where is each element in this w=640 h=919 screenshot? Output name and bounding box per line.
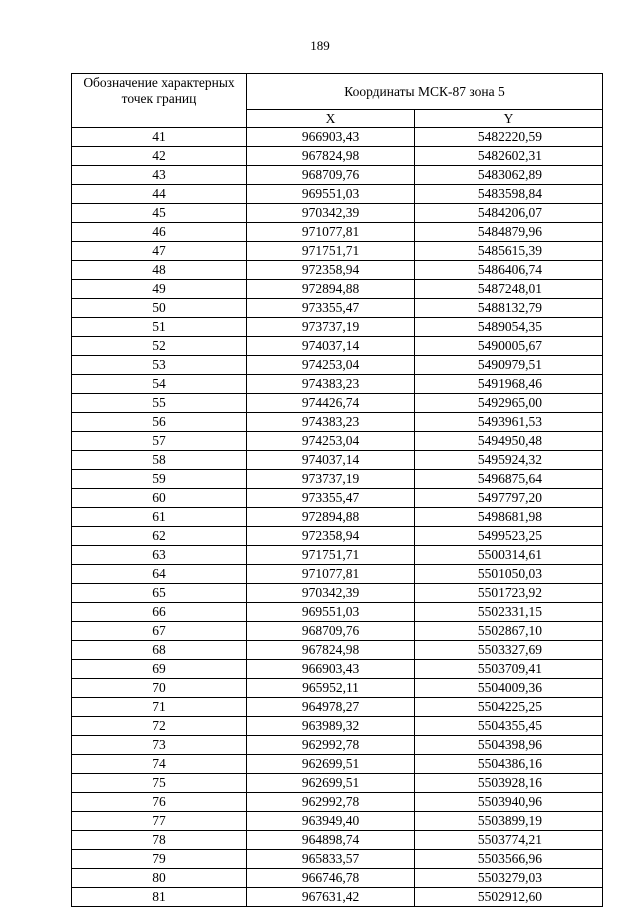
- point-number-cell: 51: [72, 318, 247, 337]
- point-number-cell: 73: [72, 736, 247, 755]
- point-number-cell: 65: [72, 584, 247, 603]
- x-coordinate-cell: 973737,19: [247, 318, 415, 337]
- point-number-cell: 48: [72, 261, 247, 280]
- y-coordinate-cell: 5502867,10: [415, 622, 603, 641]
- point-number-cell: 46: [72, 223, 247, 242]
- point-number-cell: 69: [72, 660, 247, 679]
- y-coordinate-cell: 5484879,96: [415, 223, 603, 242]
- x-coordinate-cell: 962992,78: [247, 793, 415, 812]
- x-coordinate-cell: 963989,32: [247, 717, 415, 736]
- y-coordinate-cell: 5491968,46: [415, 375, 603, 394]
- y-coordinate-cell: 5503774,21: [415, 831, 603, 850]
- point-number-cell: 68: [72, 641, 247, 660]
- x-coordinate-cell: 974253,04: [247, 432, 415, 451]
- table-row: [72, 641, 603, 660]
- table-row: [72, 736, 603, 755]
- point-number-cell: 75: [72, 774, 247, 793]
- table-row: [72, 147, 603, 166]
- x-coordinate-cell: 962992,78: [247, 736, 415, 755]
- y-coordinate-cell: 5487248,01: [415, 280, 603, 299]
- y-coordinate-cell: 5499523,25: [415, 527, 603, 546]
- y-coordinate-cell: 5503279,03: [415, 869, 603, 888]
- y-coordinate-cell: 5488132,79: [415, 299, 603, 318]
- page-number: 189: [310, 38, 330, 53]
- y-coordinate-cell: 5504355,45: [415, 717, 603, 736]
- point-number-cell: 59: [72, 470, 247, 489]
- points-column-header: [72, 74, 247, 128]
- table-row: [72, 204, 603, 223]
- table-row: [72, 128, 603, 147]
- table-row: [72, 565, 603, 584]
- table-row: [72, 660, 603, 679]
- x-coordinate-cell: 964898,74: [247, 831, 415, 850]
- point-number-cell: 57: [72, 432, 247, 451]
- point-number-cell: 67: [72, 622, 247, 641]
- x-coordinate-cell: 973737,19: [247, 470, 415, 489]
- y-coordinate-cell: 5489054,35: [415, 318, 603, 337]
- x-coordinate-cell: 974383,23: [247, 413, 415, 432]
- table-row: [72, 888, 603, 907]
- point-number-cell: 54: [72, 375, 247, 394]
- table-row: [72, 261, 603, 280]
- table-row: [72, 413, 603, 432]
- x-coordinate-cell: 966903,43: [247, 660, 415, 679]
- y-coordinate-cell: 5504386,16: [415, 755, 603, 774]
- y-coordinate-cell: 5497797,20: [415, 489, 603, 508]
- point-number-cell: 44: [72, 185, 247, 204]
- y-coordinate-cell: 5482602,31: [415, 147, 603, 166]
- point-number-cell: 81: [72, 888, 247, 907]
- x-coordinate-cell: 967631,42: [247, 888, 415, 907]
- table-row: [72, 299, 603, 318]
- x-coordinate-cell: 965833,57: [247, 850, 415, 869]
- point-number-cell: 58: [72, 451, 247, 470]
- table-row: [72, 375, 603, 394]
- y-coordinate-cell: 5483598,84: [415, 185, 603, 204]
- coordinates-table: [71, 73, 603, 907]
- table-row: [72, 166, 603, 185]
- point-number-cell: 62: [72, 527, 247, 546]
- y-coordinate-cell: 5502331,15: [415, 603, 603, 622]
- x-coordinate-cell: 968709,76: [247, 166, 415, 185]
- y-coordinate-cell: 5503709,41: [415, 660, 603, 679]
- x-coordinate-cell: 967824,98: [247, 147, 415, 166]
- point-number-cell: 43: [72, 166, 247, 185]
- table-row: [72, 489, 603, 508]
- table-row: [72, 679, 603, 698]
- x-coordinate-cell: 971751,71: [247, 546, 415, 565]
- points-column-header-text: Обозначение характерных точек границ: [83, 75, 235, 106]
- table-row: [72, 812, 603, 831]
- point-number-cell: 79: [72, 850, 247, 869]
- x-coordinate-cell: 964978,27: [247, 698, 415, 717]
- x-coordinate-cell: 970342,39: [247, 204, 415, 223]
- y-coordinate-cell: 5503928,16: [415, 774, 603, 793]
- x-coordinate-cell: 973355,47: [247, 489, 415, 508]
- y-coordinate-cell: 5484206,07: [415, 204, 603, 223]
- point-number-cell: 49: [72, 280, 247, 299]
- table-row: [72, 527, 603, 546]
- x-coordinate-cell: 966746,78: [247, 869, 415, 888]
- y-coordinate-cell: 5503327,69: [415, 641, 603, 660]
- y-coordinate-cell: 5482220,59: [415, 128, 603, 147]
- y-coordinate-cell: 5503566,96: [415, 850, 603, 869]
- x-coordinate-cell: 966903,43: [247, 128, 415, 147]
- y-coordinate-cell: 5494950,48: [415, 432, 603, 451]
- x-coordinate-cell: 965952,11: [247, 679, 415, 698]
- y-coordinate-cell: 5504009,36: [415, 679, 603, 698]
- table-row: [72, 774, 603, 793]
- x-coordinate-cell: 967824,98: [247, 641, 415, 660]
- table-row: [72, 470, 603, 489]
- y-coordinate-cell: 5504398,96: [415, 736, 603, 755]
- point-number-cell: 52: [72, 337, 247, 356]
- point-number-cell: 70: [72, 679, 247, 698]
- x-coordinate-cell: 969551,03: [247, 185, 415, 204]
- x-coordinate-cell: 968709,76: [247, 622, 415, 641]
- table-row: [72, 869, 603, 888]
- point-number-cell: 74: [72, 755, 247, 774]
- point-number-cell: 42: [72, 147, 247, 166]
- y-coordinate-cell: 5486406,74: [415, 261, 603, 280]
- x-coordinate-cell: 971077,81: [247, 565, 415, 584]
- y-coordinate-cell: 5501723,92: [415, 584, 603, 603]
- x-coordinate-cell: 963949,40: [247, 812, 415, 831]
- y-coordinate-cell: 5504225,25: [415, 698, 603, 717]
- table-row: [72, 622, 603, 641]
- y-coordinate-cell: 5502912,60: [415, 888, 603, 907]
- point-number-cell: 53: [72, 356, 247, 375]
- y-coordinate-cell: 5496875,64: [415, 470, 603, 489]
- point-number-cell: 80: [72, 869, 247, 888]
- x-coordinate-cell: 972894,88: [247, 280, 415, 299]
- table-row: [72, 242, 603, 261]
- point-number-cell: 66: [72, 603, 247, 622]
- header-row-top: [72, 74, 603, 110]
- point-number-cell: 64: [72, 565, 247, 584]
- x-coordinate-cell: 971077,81: [247, 223, 415, 242]
- x-coordinate-cell: 969551,03: [247, 603, 415, 622]
- table-row: [72, 584, 603, 603]
- y-coordinate-cell: 5492965,00: [415, 394, 603, 413]
- y-coordinate-cell: 5483062,89: [415, 166, 603, 185]
- point-number-cell: 72: [72, 717, 247, 736]
- y-coordinate-cell: 5490005,67: [415, 337, 603, 356]
- y-coordinate-cell: 5485615,39: [415, 242, 603, 261]
- table-row: [72, 755, 603, 774]
- table-row: [72, 698, 603, 717]
- x-coordinate-cell: 970342,39: [247, 584, 415, 603]
- point-number-cell: 77: [72, 812, 247, 831]
- point-number-cell: 56: [72, 413, 247, 432]
- x-coordinate-cell: 972358,94: [247, 261, 415, 280]
- x-coordinate-cell: 974037,14: [247, 337, 415, 356]
- table-row: [72, 223, 603, 242]
- point-number-cell: 55: [72, 394, 247, 413]
- table-row: [72, 337, 603, 356]
- x-coordinate-cell: 962699,51: [247, 755, 415, 774]
- point-number-cell: 60: [72, 489, 247, 508]
- y-coordinate-cell: 5498681,98: [415, 508, 603, 527]
- y-coordinate-cell: 5501050,03: [415, 565, 603, 584]
- table-row: [72, 508, 603, 527]
- table-row: [72, 850, 603, 869]
- point-number-cell: 78: [72, 831, 247, 850]
- coordinates-system-header: Координаты МСК-87 зона 5: [247, 74, 603, 110]
- table-row: [72, 546, 603, 565]
- point-number-cell: 41: [72, 128, 247, 147]
- point-number-cell: 71: [72, 698, 247, 717]
- point-number-cell: 45: [72, 204, 247, 223]
- table-row: [72, 793, 603, 812]
- x-coordinate-cell: 974037,14: [247, 451, 415, 470]
- point-number-cell: 61: [72, 508, 247, 527]
- x-coordinate-cell: 974253,04: [247, 356, 415, 375]
- y-coordinate-cell: 5500314,61: [415, 546, 603, 565]
- x-coordinate-cell: 974383,23: [247, 375, 415, 394]
- y-coordinate-cell: 5493961,53: [415, 413, 603, 432]
- y-coordinate-cell: 5490979,51: [415, 356, 603, 375]
- table-row: [72, 603, 603, 622]
- table-row: [72, 280, 603, 299]
- table-header: [72, 74, 603, 128]
- table-row: [72, 318, 603, 337]
- table-row: [72, 831, 603, 850]
- point-number-cell: 76: [72, 793, 247, 812]
- y-coordinate-cell: 5503940,96: [415, 793, 603, 812]
- x-coordinate-cell: 962699,51: [247, 774, 415, 793]
- table-body: [72, 128, 603, 907]
- table-row: [72, 717, 603, 736]
- table-row: [72, 185, 603, 204]
- x-coordinate-cell: 974426,74: [247, 394, 415, 413]
- table-row: [72, 356, 603, 375]
- point-number-cell: 63: [72, 546, 247, 565]
- x-coordinate-cell: 973355,47: [247, 299, 415, 318]
- table-row: [72, 432, 603, 451]
- x-coordinate-cell: 971751,71: [247, 242, 415, 261]
- x-column-header: X: [247, 110, 415, 128]
- point-number-cell: 50: [72, 299, 247, 318]
- y-coordinate-cell: 5495924,32: [415, 451, 603, 470]
- y-column-header: Y: [415, 110, 603, 128]
- x-coordinate-cell: 972358,94: [247, 527, 415, 546]
- table-row: [72, 451, 603, 470]
- x-coordinate-cell: 972894,88: [247, 508, 415, 527]
- table-row: [72, 394, 603, 413]
- point-number-cell: 47: [72, 242, 247, 261]
- y-coordinate-cell: 5503899,19: [415, 812, 603, 831]
